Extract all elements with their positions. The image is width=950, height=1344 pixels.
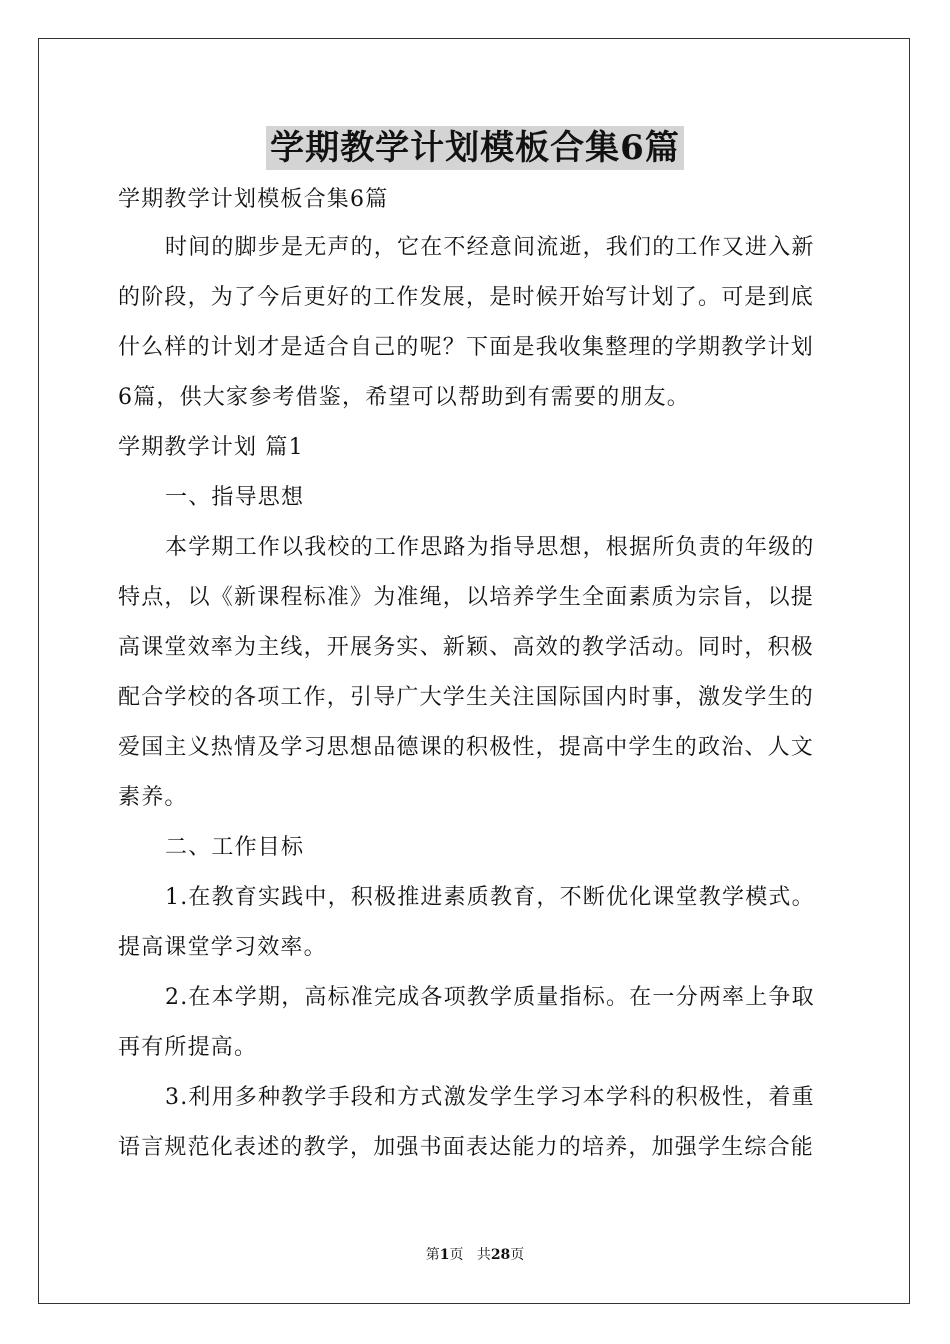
title-container	[0, 126, 950, 170]
paragraph-line: 配合学校的各项工作，引导广大学生关注国际国内时事，激发学生的	[118, 685, 815, 710]
sub-heading: 二、工作目标	[165, 835, 305, 860]
footer-total-suffix: 页	[510, 1247, 525, 1263]
section-heading: 学期教学计划 篇1	[118, 435, 304, 460]
paragraph-line: 3.利用多种教学手段和方式激发学生学习本学科的积极性，着重	[165, 1085, 815, 1110]
paragraph-line: 本学期工作以我校的工作思路为指导思想，根据所负责的年级的	[165, 535, 815, 560]
paragraph-line: 的阶段，为了今后更好的工作发展，是时候开始写计划了。可是到底	[118, 285, 815, 310]
footer-page-suffix: 页	[449, 1247, 464, 1263]
paragraph-line: 提高课堂学习效率。	[118, 935, 327, 960]
paragraph-line: 特点，以《新课程标准》为准绳，以培养学生全面素质为宗旨，以提	[118, 585, 815, 610]
paragraph-line: 语言规范化表述的教学，加强书面表达能力的培养，加强学生综合能	[118, 1135, 815, 1160]
footer-page-prefix: 第	[425, 1247, 440, 1263]
footer-page-number: 1	[439, 1247, 450, 1263]
footer-total-prefix: 共	[476, 1247, 491, 1263]
paragraph-line: 时间的脚步是无声的，它在不经意间流逝，我们的工作又进入新	[165, 235, 815, 260]
paragraph-line: 高课堂效率为主线，开展务实、新颖、高效的教学活动。同时，积极	[118, 635, 815, 660]
paragraph-line: 1.在教育实践中，积极推进素质教育，不断优化课堂教学模式。	[165, 885, 815, 910]
paragraph-line: 再有所提高。	[118, 1035, 258, 1060]
sub-heading: 一、指导思想	[165, 485, 305, 510]
document-subtitle: 学期教学计划模板合集6篇	[118, 187, 389, 212]
footer-total-pages: 28	[490, 1247, 511, 1263]
paragraph-line: 爱国主义热情及学习思想品德课的积极性，提高中学生的政治、人文	[118, 735, 815, 760]
document-title: 学期教学计划模板合集6篇	[266, 126, 684, 170]
paragraph-line: 2.在本学期，高标准完成各项教学质量指标。在一分两率上争取	[165, 985, 815, 1010]
paragraph-line: 6篇，供大家参考借鉴，希望可以帮助到有需要的朋友。	[118, 385, 690, 410]
page-footer	[0, 1245, 950, 1265]
paragraph-line: 素养。	[118, 785, 188, 810]
paragraph-line: 什么样的计划才是适合自己的呢？下面是我收集整理的学期教学计划	[118, 335, 815, 360]
page-border	[38, 38, 910, 1304]
